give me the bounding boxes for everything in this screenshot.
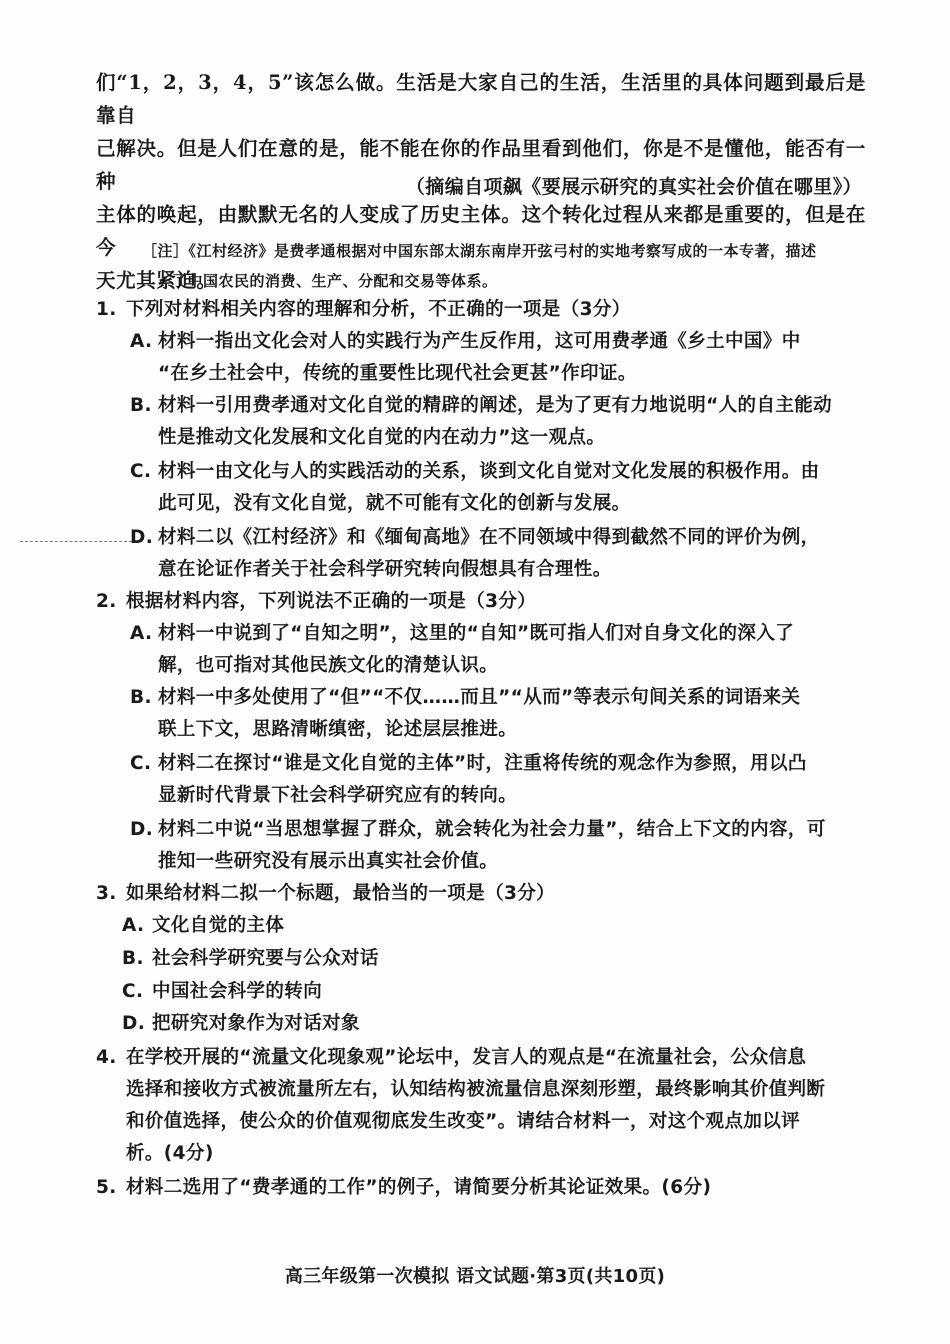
passage-line: 天尤其紧迫。 [96, 269, 217, 292]
question-4: 4. 在学校开展的“流量文化现象观”论坛中，发言人的观点是“在流量社会，公众信息 选择和接收方式被流量所左右，认知结构被流量信息深刻形塑，最终影响其价值判断 和价值选择，使公众的价值观彻底发生改变”。请结合材料一，对这个观点加以评 析。(4分) [96, 1042, 866, 1170]
scan-artifact-line [20, 541, 132, 542]
question-2-option-c: C. 材料二在探讨“谁是文化自觉的主体”时，注重将传统的观念作为参照，用以凸 显新时代背景下社会科学研究应有的转向。 [130, 753, 807, 806]
passage-line: 们“1，2，3，4，5”该怎么做。生活是大家自己的生活，生活里的具体问题到最后是靠自 [96, 71, 866, 127]
question-2-option-d: D. 材料二中说“当思想掌握了群众，就会转化为社会力量”，结合上下文的内容，可 推知一些研究没有展示出真实社会价值。 [130, 819, 826, 872]
page-footer: 高三年级第一次模拟 语文试题·第3页(共10页) [284, 1266, 666, 1287]
passage-source: （摘编自项飙《要展示研究的真实社会价值在哪里》） [405, 176, 862, 198]
question-number: 1. [96, 299, 117, 320]
question-2-option-b: B. 材料一中多处使用了“但”“不仅……而且”“从而”等表示句间关系的词语来关 联上下文，思路清晰缜密，论述层层推进。 [130, 687, 801, 740]
question-5-stem: 5. 材料二选用了“费孝通的工作”的例子，请简要分析其论证效果。(6分) [96, 1172, 866, 1204]
question-number: 4. [96, 1047, 117, 1068]
question-number: 2. [96, 591, 117, 612]
question-3-stem: 3. 如果给材料二拟一个标题，最恰当的一项是（3分） [96, 878, 866, 910]
question-3-option-a: A. 文化自觉的主体 [122, 915, 285, 936]
question-3-option-d: D. 把研究对象作为对话对象 [122, 1013, 360, 1034]
footnote-line: ［注］《江村经济》是费孝通根据对中国东部太湖东南岸开弦弓村的实地考察写成的一本专著，描述 [142, 242, 817, 260]
question-1-option-b: B. 材料一引用费孝通对文化自觉的精辟的阐述，是为了更有力地说明“人的自主能动 性是推动文化发展和文化自觉的内在动力”这一观点。 [130, 395, 833, 448]
footnote-line: 了中国农民的消费、生产、分配和交易等体系。 [172, 272, 498, 290]
passage-line: 己解决。但是人们在意的是，能不能在你的作品里看到他们，你是不是懂他，能否有一种 [96, 137, 866, 193]
question-number: 5. [96, 1177, 117, 1198]
question-3-option-c: C. 中国社会科学的转向 [122, 981, 323, 1002]
question-2-option-a: A. 材料一中说到了“自知之明”，这里的“自知”既可指人们对自身文化的深入了 解，也可指对其他民族文化的清楚认识。 [130, 623, 795, 676]
question-number: 3. [96, 883, 117, 904]
question-1-option-a: A. 材料一指出文化会对人的实践行为产生反作用，这可用费孝通《乡土中国》中 “在乡土社会中，传统的重要性比现代社会更甚”作印证。 [130, 331, 801, 384]
question-3-option-b: B. 社会科学研究要与公众对话 [122, 948, 379, 969]
question-2-stem: 2. 根据材料内容，下列说法不正确的一项是（3分） [96, 586, 866, 618]
question-1-option-c: C. 材料一由文化与人的实践活动的关系，谈到文化自觉对文化发展的积极作用。由 此可见，没有文化自觉，就不可能有文化的创新与发展。 [130, 461, 820, 514]
footnote [142, 236, 864, 296]
question-1-stem: 1. 下列对材料相关内容的理解和分析，不正确的一项是（3分） [96, 294, 866, 326]
question-1-option-d: D. 材料二以《江村经济》和《缅甸高地》在不同领域中得到截然不同的评价为例， 意在论证作者关于社会科学研究转向假想具有合理性。 [130, 527, 820, 580]
passage-line: 主体的唤起，由默默无名的人变成了历史主体。这个转化过程从来都是重要的，但是在今 [96, 203, 866, 259]
